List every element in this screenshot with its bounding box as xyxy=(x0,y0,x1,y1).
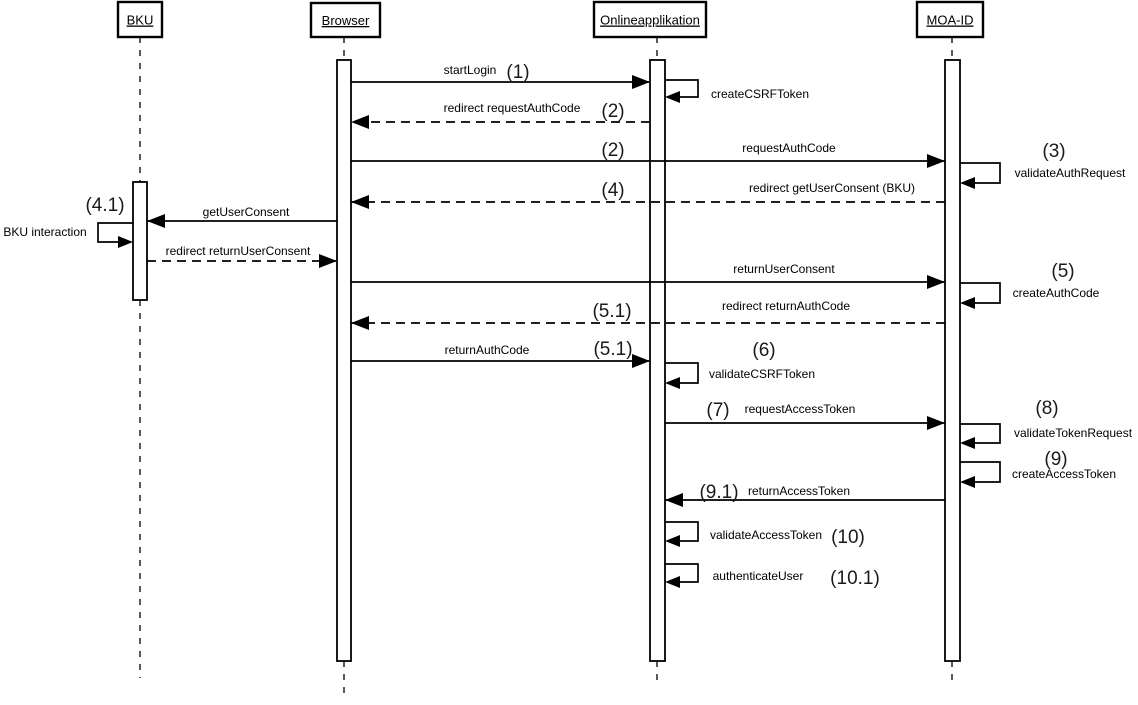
activation-bar-bku xyxy=(133,182,147,300)
message-number-validateAuthRequest: (3) xyxy=(1042,141,1066,162)
message-arrowhead-returnAccessToken xyxy=(665,493,683,507)
message-label-requestAccessToken: requestAccessToken xyxy=(744,402,856,416)
message-number-validateAccessToken: (10) xyxy=(831,527,865,548)
message-label-createAccessToken: createAccessToken xyxy=(1011,467,1117,481)
activation-bar-browser xyxy=(337,60,351,661)
self-call-arrowhead-validateTokenRequest xyxy=(960,437,975,449)
message-arrowhead-startLogin xyxy=(632,75,650,89)
message-number-validateTokenRequest: (8) xyxy=(1035,398,1059,419)
message-number-requestAccessToken: (7) xyxy=(706,400,730,421)
message-number-returnAuthCode: (5.1) xyxy=(593,339,633,360)
message-arrowhead-requestAuthCode xyxy=(927,154,945,168)
message-label-returnAuthCode: returnAuthCode xyxy=(444,343,530,357)
participant-label-bku: BKU xyxy=(126,12,154,28)
message-label-bku-interaction: BKU interaction xyxy=(3,225,87,239)
message-arrowhead-requestAccessToken xyxy=(927,416,945,430)
message-number-requestAuthCode: (2) xyxy=(601,140,625,161)
self-call-arrowhead-validateAccessToken xyxy=(665,535,680,547)
self-call-loop-createCSRFToken xyxy=(665,80,698,97)
self-call-loop-validateTokenRequest xyxy=(960,424,1000,443)
self-call-loop-createAuthCode xyxy=(960,283,1000,303)
self-call-loop-validateAccessToken xyxy=(665,522,698,541)
message-arrowhead-getUserConsent xyxy=(147,214,165,228)
message-label-authenticateUser: authenticateUser xyxy=(712,569,804,583)
self-call-arrowhead-validateCSRFToken xyxy=(665,377,680,389)
message-number-redirect-getUserConsent: (4) xyxy=(601,180,625,201)
self-call-loop-authenticateUser xyxy=(665,564,698,582)
message-label-startLogin: startLogin xyxy=(443,63,497,77)
activation-bar-moa-id xyxy=(945,60,960,661)
self-call-arrowhead-validateAuthRequest xyxy=(960,177,975,189)
message-arrowhead-redirect-returnAuthCode xyxy=(351,316,369,330)
self-call-loop-bku-interaction xyxy=(98,223,133,242)
message-number-startLogin: (1) xyxy=(506,62,530,83)
self-call-loop-createAccessToken xyxy=(960,462,1000,482)
message-label-validateAuthRequest: validateAuthRequest xyxy=(1014,166,1126,180)
message-arrowhead-returnAuthCode xyxy=(632,354,650,368)
message-arrowhead-returnUserConsent xyxy=(927,275,945,289)
message-label-createAuthCode: createAuthCode xyxy=(1012,286,1100,300)
message-arrowhead-redirect-getUserConsent xyxy=(351,195,369,209)
message-label-createCSRFToken: createCSRFToken xyxy=(710,87,810,101)
participant-label-onlineapplikation: Onlineapplikation xyxy=(600,12,700,28)
participant-label-moa-id: MOA-ID xyxy=(926,12,974,28)
self-call-loop-validateAuthRequest xyxy=(960,163,1000,183)
message-number-validateCSRFToken: (6) xyxy=(752,340,776,361)
message-number-createAccessToken: (9) xyxy=(1044,449,1068,470)
message-label-redirect-getUserConsent: redirect getUserConsent (BKU) xyxy=(748,181,916,195)
message-arrowhead-redirect-returnUserConsent xyxy=(319,254,337,268)
message-label-validateCSRFToken: validateCSRFToken xyxy=(708,367,816,381)
message-label-returnUserConsent: returnUserConsent xyxy=(733,262,835,276)
message-label-returnAccessToken: returnAccessToken xyxy=(747,484,851,498)
message-number-redirect-returnAuthCode: (5.1) xyxy=(592,301,632,322)
message-label-validateTokenRequest: validateTokenRequest xyxy=(1013,426,1133,440)
message-number-getUserConsent: (4.1) xyxy=(85,195,125,216)
message-arrowhead-redirect-requestAuthCode xyxy=(351,115,369,129)
self-call-arrowhead-createAuthCode xyxy=(960,297,975,309)
activation-bar-onlineapplikation xyxy=(650,60,665,661)
message-label-getUserConsent: getUserConsent xyxy=(202,205,290,219)
self-call-arrowhead-authenticateUser xyxy=(665,576,680,588)
message-number-returnUserConsent: (5) xyxy=(1051,261,1075,282)
self-call-arrowhead-bku-interaction xyxy=(118,236,133,248)
message-label-redirect-returnAuthCode: redirect returnAuthCode xyxy=(721,299,851,313)
participant-label-browser: Browser xyxy=(321,13,370,28)
message-number-authenticateUser: (10.1) xyxy=(830,568,880,589)
message-label-requestAuthCode: requestAuthCode xyxy=(742,141,836,155)
message-label-redirect-returnUserConsent: redirect returnUserConsent xyxy=(165,244,311,258)
message-label-redirect-requestAuthCode: redirect requestAuthCode xyxy=(443,101,581,115)
message-label-validateAccessToken: validateAccessToken xyxy=(709,528,823,542)
message-number-redirect-requestAuthCode: (2) xyxy=(601,101,625,122)
self-call-arrowhead-createCSRFToken xyxy=(665,91,680,103)
self-call-arrowhead-createAccessToken xyxy=(960,476,975,488)
self-call-loop-validateCSRFToken xyxy=(665,363,698,383)
message-number-returnAccessToken: (9.1) xyxy=(699,482,739,503)
